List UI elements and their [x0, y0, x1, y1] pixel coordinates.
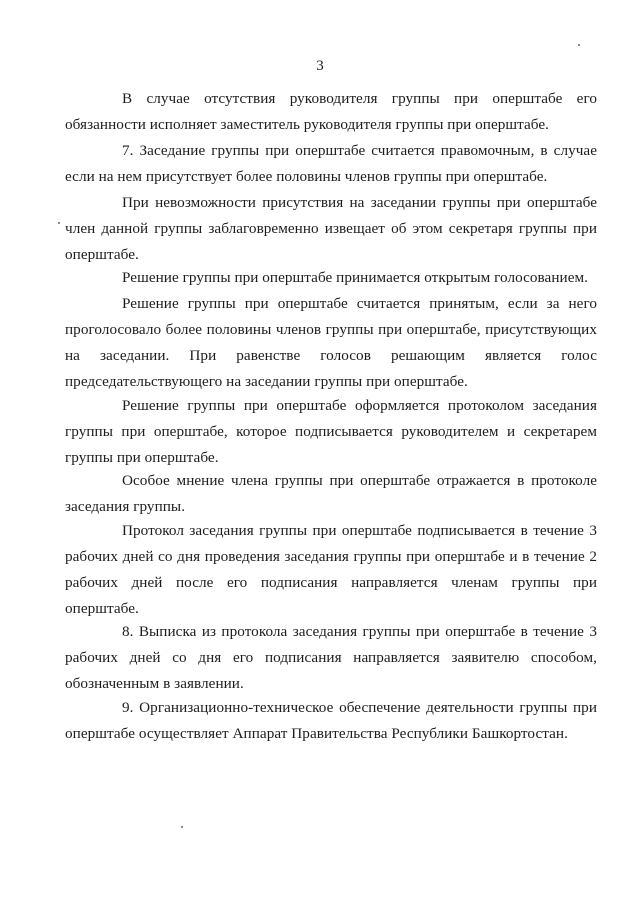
paragraph-support: 9. Организационно-техническое обеспечение деятельности группы при оперштабе осуществляет Аппарат Правительства Республики Башкортостан. [65, 699, 597, 742]
paragraph-open-voting: Решение группы при оперштабе принимается открытым голосованием. [122, 269, 589, 286]
paragraph-special-opinion: Особое мнение члена группы при оперштабе отражается в протоколе заседания группы. [65, 472, 597, 515]
paragraph-extract: 8. Выписка из протокола заседания группы при оперштабе в течение 3 рабочих дней со дня его подписания направляется заявителю способом, обозначенным в заявлении. [65, 623, 597, 692]
paragraph-decision-adopted: Решение группы при оперштабе считается принятым, если за него проголосовало более половины членов группы при оперштабе, присутствующих на заседании. При равенстве голосов решающим является голос председательствующего на заседании группы при оперштабе. [65, 295, 597, 390]
paragraph-quorum: 7. Заседание группы при оперштабе считается правомочным, в случае если на нем присутствует более половины членов группы при оперштабе. [65, 142, 597, 185]
paragraph-decision-protocol: Решение группы при оперштабе оформляется протоколом заседания группы при оперштабе, которое подписывается руководителем и секретарем группы при оперштабе. [65, 397, 597, 466]
scan-speck [58, 222, 60, 224]
paragraph-protocol-signing: Протокол заседания группы при оперштабе подписывается в течение 3 рабочих дней со дня проведения заседания группы при оперштабе и в течение 2 рабочих дней после его подписания направляется членам группы при оперштабе. [65, 522, 597, 617]
scan-speck [578, 44, 580, 46]
paragraph-deputy: В случае отсутствия руководителя группы при оперштабе его обязанности исполняет заместитель руководителя группы при оперштабе. [65, 90, 597, 133]
paragraph-absence-notice: При невозможности присутствия на заседании группы при оперштабе член данной группы заблаговременно извещает об этом секретаря группы при оперштабе. [65, 194, 597, 263]
scan-speck [181, 826, 183, 828]
page-number: 3 [316, 58, 324, 74]
